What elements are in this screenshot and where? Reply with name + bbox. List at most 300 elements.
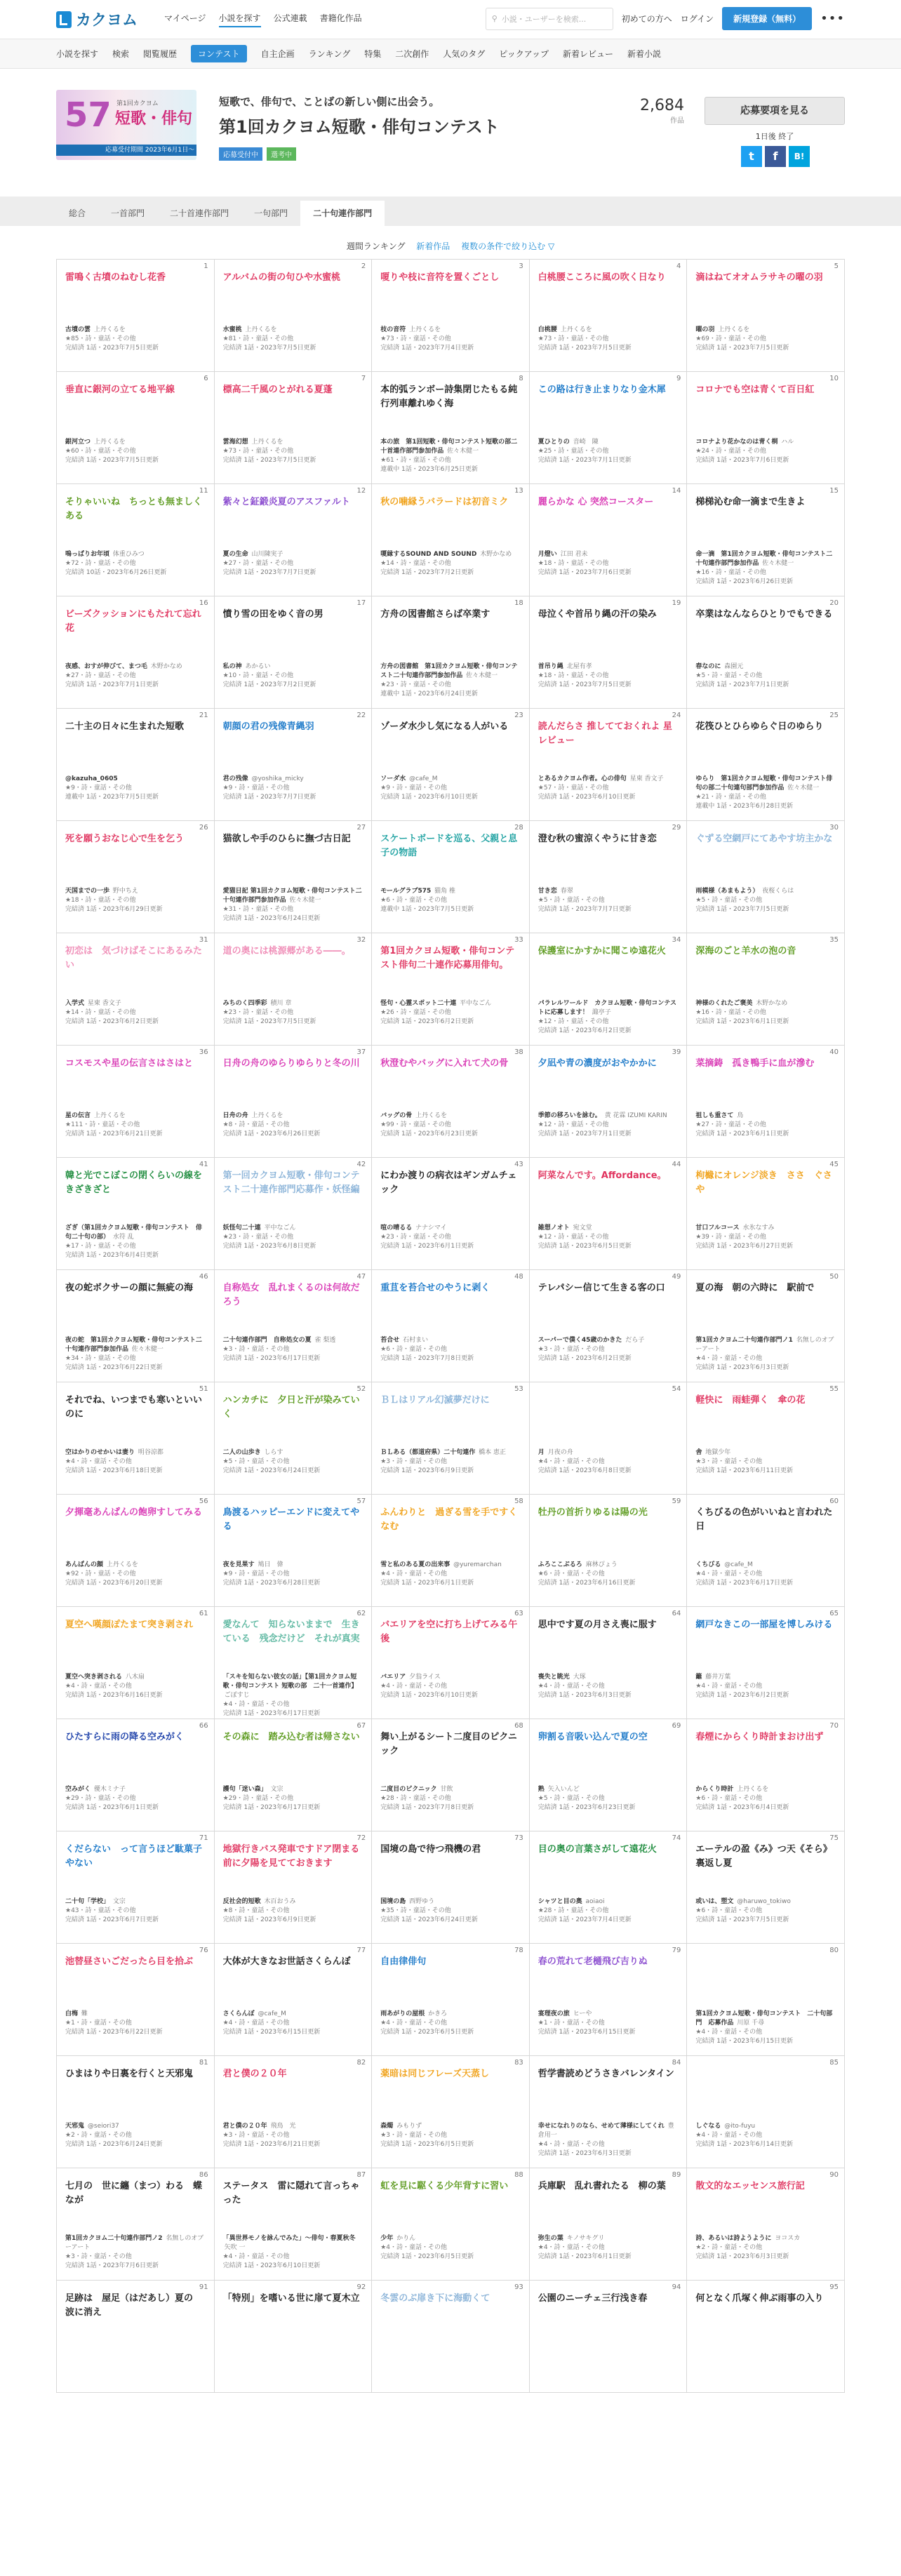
work-card[interactable] bbox=[687, 821, 845, 933]
work-title[interactable]: 愛猫日記 第1回カクヨム短歌・俳句コンテスト二十句連作部門参加作品 bbox=[222, 888, 362, 905]
work-card[interactable] bbox=[57, 709, 215, 821]
work-title[interactable]: 反社会的短歌 bbox=[222, 1898, 261, 1905]
work-card[interactable] bbox=[687, 933, 845, 1046]
work-card[interactable] bbox=[530, 2281, 688, 2393]
author-name[interactable]: @cafe_M bbox=[409, 775, 438, 782]
catchphrase[interactable]: 自由律俳句 bbox=[380, 1956, 427, 1967]
work-title[interactable]: 少年 bbox=[380, 2235, 394, 2242]
work-title[interactable]: からくり時計 bbox=[695, 1786, 734, 1793]
author-name[interactable]: 上丹くるを bbox=[409, 326, 441, 333]
work-title[interactable]: 季節の移ろいを詠む。 bbox=[538, 1112, 601, 1119]
work-title[interactable]: 雪と私のある夏の出来事 bbox=[380, 1561, 451, 1568]
work-title[interactable]: 銀河立つ bbox=[65, 439, 91, 446]
catchphrase[interactable]: ぐずる空網戸にてあやす坊主かな bbox=[695, 834, 833, 844]
work-title[interactable]: ＢＬある（都道府県）二十句連作 bbox=[380, 1449, 476, 1456]
catchphrase[interactable]: 母泣くや首吊り縄の汗の染み bbox=[538, 609, 657, 620]
catchphrase[interactable]: 秋の噛縁うバラードは初音ミク bbox=[380, 497, 509, 507]
subnav-item[interactable]: 新着小説 bbox=[627, 49, 661, 59]
author-name[interactable]: 木野かなめ bbox=[756, 1000, 788, 1007]
author-name[interactable]: 上丹くるを bbox=[415, 1112, 448, 1119]
work-title[interactable]: ソーダ水 bbox=[380, 775, 406, 782]
catchphrase[interactable]: 秋澄むやバッグに入れて犬の骨 bbox=[380, 1058, 509, 1069]
author-name[interactable]: 平中なごん bbox=[264, 1224, 296, 1232]
catchphrase[interactable]: 韓と光でこぼこの閉くらいの線をきざきざと bbox=[65, 1170, 203, 1195]
work-card[interactable] bbox=[372, 484, 530, 596]
catchphrase[interactable]: 阿菜なんです。Affordance。 bbox=[538, 1170, 667, 1181]
work-title[interactable]: バエリア bbox=[380, 1674, 406, 1681]
work-title[interactable]: 夜の蛇 第1回カクヨム短歌・俳句コンテスト二十句連作部門参加作品 bbox=[65, 1337, 202, 1354]
author-name[interactable]: 黄 花霖 IZUMI KARIN bbox=[604, 1112, 667, 1119]
work-title[interactable]: みちのく四季彩 bbox=[222, 1000, 267, 1007]
work-title[interactable]: 二人の山歩き bbox=[222, 1449, 261, 1456]
catchphrase[interactable]: 足跡は 屋足（はだあし）夏の 波に消え bbox=[65, 2293, 203, 2318]
work-title[interactable]: 祖しも重さて bbox=[695, 1112, 734, 1119]
work-card[interactable] bbox=[215, 1382, 373, 1495]
work-card[interactable] bbox=[372, 260, 530, 372]
catchphrase[interactable]: 白桃腰こころに風の吹く日なり bbox=[538, 272, 666, 283]
link-beginners[interactable]: 初めての方へ bbox=[621, 14, 672, 24]
work-card[interactable] bbox=[530, 1719, 688, 1831]
work-title[interactable]: 夏空へ突き剥される bbox=[65, 1674, 123, 1681]
work-title[interactable]: 怪句・心霊スポット二十連 bbox=[380, 1000, 457, 1007]
work-card[interactable] bbox=[687, 2168, 845, 2281]
work-card[interactable] bbox=[215, 821, 373, 933]
catchphrase[interactable] bbox=[695, 2067, 836, 2108]
catchphrase[interactable]: 卒業はなんならひとりでもできる bbox=[695, 609, 833, 620]
author-name[interactable]: 星柬 香文子 bbox=[87, 1000, 121, 1007]
work-card[interactable] bbox=[530, 1495, 688, 1607]
work-card[interactable] bbox=[372, 1495, 530, 1607]
catchphrase[interactable]: スケートボードを巡る、父親と息子の物語 bbox=[380, 834, 518, 858]
author-name[interactable]: ごぼすじ bbox=[224, 1692, 250, 1700]
catchphrase[interactable]: 大体が大きなお世話さくらんぼ bbox=[222, 1956, 351, 1967]
work-title[interactable]: 神様のくれたご褒美 bbox=[695, 1000, 753, 1007]
subnav-item[interactable]: 二次創作 bbox=[395, 49, 429, 59]
author-name[interactable]: 上丹くるを bbox=[737, 1786, 769, 1793]
catchphrase[interactable]: 地獄行きバス発車ですドア閉まる前に夕陽を見てておきます bbox=[222, 1844, 360, 1869]
author-name[interactable]: 難 bbox=[81, 2010, 88, 2017]
author-name[interactable]: ヒーや bbox=[573, 2010, 592, 2017]
catchphrase[interactable]: ビーズクッションにもたれて忘れ花 bbox=[65, 609, 201, 634]
catchphrase[interactable]: 愛なんて 知らないままで 生きている 残念だけど それが真実 bbox=[222, 1620, 360, 1644]
catchphrase[interactable]: 深海のごと羊水の泡の音 bbox=[695, 946, 796, 956]
work-card[interactable] bbox=[215, 260, 373, 372]
work-card[interactable] bbox=[372, 2168, 530, 2281]
author-name[interactable]: 鳥 bbox=[737, 1112, 744, 1119]
author-name[interactable]: キノサキグリ bbox=[566, 2235, 605, 2242]
author-name[interactable]: 矢吹 一 bbox=[224, 2244, 246, 2252]
author-name[interactable]: かりん bbox=[396, 2235, 416, 2242]
work-card[interactable] bbox=[372, 1158, 530, 1270]
work-card[interactable] bbox=[215, 2168, 373, 2281]
work-title[interactable]: 方舟の図書館 第1回カクヨム短歌・俳句コンテスト二十句連作部門参加作品 bbox=[380, 663, 518, 680]
catchphrase[interactable]: 思中です夏の月さえ喪に服す bbox=[538, 1620, 657, 1630]
author-name[interactable]: 佐々木健一 bbox=[447, 448, 479, 455]
author-name[interactable]: 平中なごん bbox=[460, 1000, 492, 1007]
author-name[interactable]: 佐々木健一 bbox=[466, 672, 498, 680]
signup-button[interactable]: 新規登録（無料） bbox=[722, 7, 812, 30]
work-card[interactable] bbox=[57, 821, 215, 933]
work-title[interactable]: 夏の生命 bbox=[222, 551, 248, 558]
catchphrase[interactable]: それでね、いつまでも寒いといいのに bbox=[65, 1395, 203, 1420]
work-title[interactable]: 「異世界モノを詠んでみた」～俳句・春夏秋冬 bbox=[222, 2235, 356, 2242]
facebook-icon[interactable]: f bbox=[765, 146, 786, 167]
author-name[interactable]: 水氷なすみ bbox=[742, 1224, 775, 1232]
catchphrase[interactable]: 嗄りや枝に音符を置くごとし bbox=[380, 272, 500, 283]
work-card[interactable] bbox=[530, 709, 688, 821]
catchphrase[interactable]: 花筏ひとひらゆらぐ日のゆらり bbox=[695, 721, 824, 732]
work-title[interactable]: 君と僕の２０年 bbox=[222, 2123, 267, 2130]
catchphrase[interactable]: コロナでも空は青くて百日紅 bbox=[695, 385, 815, 395]
work-title[interactable]: 雨模様（あまもよう） bbox=[695, 888, 759, 895]
work-title[interactable]: 国境の島 bbox=[380, 1898, 406, 1905]
author-name[interactable]: だら子 bbox=[625, 1337, 645, 1344]
subnav-item[interactable]: ピックアップ bbox=[499, 49, 549, 59]
author-name[interactable]: しらす bbox=[264, 1449, 283, 1456]
catchphrase[interactable]: 二十主の日々に生まれた短歌 bbox=[65, 721, 185, 732]
work-card[interactable] bbox=[215, 372, 373, 484]
catchphrase[interactable]: ステータス 雷に隠れて言っちゃった bbox=[222, 2181, 360, 2205]
catchphrase[interactable]: 鳥渡るハッピーエンドに変えてやる bbox=[222, 1507, 360, 1532]
work-card[interactable] bbox=[687, 1158, 845, 1270]
work-card[interactable] bbox=[530, 372, 688, 484]
work-title[interactable]: 日舟の舟 bbox=[222, 1112, 248, 1119]
catchphrase[interactable]: 第1回カクヨム短歌・俳句コンテスト俳句二十連作応募用俳句。 bbox=[380, 946, 515, 970]
author-name[interactable]: 地獄少年 bbox=[705, 1449, 731, 1456]
author-name[interactable]: ナナシマイ bbox=[415, 1224, 447, 1232]
catchphrase[interactable] bbox=[538, 1394, 679, 1434]
subnav-item[interactable]: 小説を探す bbox=[56, 49, 99, 59]
author-name[interactable]: 夜桜くらは bbox=[762, 888, 794, 895]
work-title[interactable]: 水蜜桃 bbox=[222, 326, 242, 333]
author-name[interactable]: 矢入いんど bbox=[547, 1786, 580, 1793]
work-card[interactable] bbox=[687, 1831, 845, 1944]
work-card[interactable] bbox=[687, 1495, 845, 1607]
author-name[interactable]: 上丹くるを bbox=[93, 1112, 126, 1119]
author-name[interactable]: 西野ゆう bbox=[409, 1898, 435, 1905]
catchphrase[interactable]: 第一回カクヨム短歌・俳句コンテスト二十連作部門応募作・妖怪編 bbox=[222, 1170, 360, 1195]
author-name[interactable]: 佐々木健一 bbox=[762, 560, 794, 568]
catchphrase[interactable]: 春煙にからくり時計まおけ出ず bbox=[695, 1732, 824, 1742]
author-name[interactable]: 月夜の舟 bbox=[547, 1449, 573, 1456]
work-title[interactable]: 護句「迷い森」 bbox=[222, 1786, 267, 1793]
work-card[interactable] bbox=[530, 484, 688, 596]
work-title[interactable]: 雑想ノオト bbox=[538, 1224, 570, 1232]
author-name[interactable]: 木百おうみ bbox=[264, 1898, 296, 1905]
author-name[interactable]: 文宗 bbox=[112, 1898, 126, 1905]
work-card[interactable] bbox=[530, 1607, 688, 1719]
work-card[interactable] bbox=[215, 1719, 373, 1831]
work-card[interactable] bbox=[530, 1831, 688, 1944]
work-card[interactable] bbox=[372, 2056, 530, 2168]
work-title[interactable]: 枝の音符 bbox=[380, 326, 406, 333]
subnav-item[interactable]: 閲覧履歴 bbox=[143, 49, 178, 59]
work-card[interactable] bbox=[530, 821, 688, 933]
work-title[interactable]: 白桃腰 bbox=[538, 326, 557, 333]
catchphrase[interactable]: 猫欲しや手のひらに撫づ古日記 bbox=[222, 834, 351, 844]
work-title[interactable]: 曜の羽 bbox=[695, 326, 715, 333]
work-title[interactable]: 月燈い bbox=[538, 551, 557, 558]
catchphrase[interactable]: 雷鳴く古墳のねむし花香 bbox=[65, 272, 166, 283]
catchphrase[interactable]: この路は行き止まりなり金木犀 bbox=[538, 385, 666, 395]
catchphrase[interactable]: 垂直に銀河の立てる地平線 bbox=[65, 385, 175, 395]
work-title[interactable]: 妖怪句二十連 bbox=[222, 1224, 261, 1232]
work-title[interactable]: 二度目のピクニック bbox=[380, 1786, 437, 1793]
work-title[interactable]: 白梅 bbox=[65, 2010, 79, 2017]
work-card[interactable] bbox=[215, 2056, 373, 2168]
work-title[interactable]: とあるカクヨム作者。心の俳句 bbox=[538, 775, 627, 782]
author-name[interactable]: 甘飲 bbox=[440, 1786, 453, 1793]
link-login[interactable]: ログイン bbox=[680, 14, 714, 24]
work-card[interactable] bbox=[372, 372, 530, 484]
author-name[interactable]: 江田 君未 bbox=[560, 551, 588, 558]
work-card[interactable] bbox=[687, 260, 845, 372]
author-name[interactable]: 上丹くるを bbox=[93, 326, 126, 333]
work-card[interactable] bbox=[57, 1270, 215, 1382]
work-title[interactable]: 甘口フルコース bbox=[695, 1224, 740, 1232]
author-name[interactable]: 山川陳実子 bbox=[251, 551, 283, 558]
catchphrase[interactable]: 道の奥には桃源郷がある――。 bbox=[222, 946, 351, 956]
work-title[interactable]: 森燭 bbox=[380, 2123, 394, 2130]
catchphrase[interactable]: 滴はねてオオムラサキの曜の羽 bbox=[695, 272, 823, 283]
work-title[interactable]: 喧の晴るる bbox=[380, 1224, 413, 1232]
work-title[interactable]: 甘き恋 bbox=[538, 888, 557, 895]
catchphrase[interactable]: 憤り雪の田をゆく音の男 bbox=[222, 609, 323, 620]
work-title[interactable]: 夜を見果す bbox=[222, 1561, 255, 1568]
catchphrase[interactable]: 目の奥の言葉さがして遠花火 bbox=[538, 1844, 657, 1855]
catchphrase[interactable]: にわか渡りの病衣はギンガムチェック bbox=[380, 1170, 517, 1195]
site-logo[interactable] bbox=[56, 8, 138, 30]
catchphrase[interactable]: 公園のニーチェ三行浅き春 bbox=[538, 2293, 648, 2304]
author-name[interactable]: 雀 梨透 bbox=[314, 1337, 336, 1344]
author-name[interactable]: 水符 乱 bbox=[112, 1234, 134, 1241]
work-title[interactable]: 喪失と眺光 bbox=[538, 1674, 570, 1681]
hatena-icon[interactable]: B! bbox=[789, 146, 810, 167]
catchphrase[interactable]: 夏の海 朝の六時に 駅前で bbox=[695, 1283, 815, 1293]
subnav-item-contest[interactable]: コンテスト bbox=[191, 45, 247, 62]
author-name[interactable]: 藤井万葉 bbox=[705, 1674, 731, 1681]
work-card[interactable] bbox=[372, 821, 530, 933]
catchphrase[interactable]: その森に 踏み込む者は帰さない bbox=[222, 1732, 360, 1742]
work-card[interactable] bbox=[215, 709, 373, 821]
work-card[interactable] bbox=[57, 260, 215, 372]
work-title[interactable]: 二十句連作部門 自称処女の夏 bbox=[222, 1337, 312, 1344]
catchphrase[interactable]: 散文的なエッセンス旅行記 bbox=[695, 2181, 805, 2191]
catchphrase[interactable]: 国境の島で待つ飛機の君 bbox=[380, 1844, 481, 1855]
work-title[interactable]: 入学式 bbox=[65, 1000, 85, 1007]
work-title[interactable]: 雨あがりの屋根 bbox=[380, 2010, 425, 2017]
work-card[interactable] bbox=[530, 2056, 688, 2168]
author-name[interactable]: 森園元 bbox=[724, 663, 744, 670]
work-card[interactable] bbox=[57, 1831, 215, 1944]
catchphrase[interactable]: 七月の 世に纏（まつ）わる 蝶なが bbox=[65, 2181, 203, 2205]
author-name[interactable]: 鳩日 偉 bbox=[258, 1561, 283, 1568]
author-name[interactable]: 佐々木健一 bbox=[289, 897, 321, 905]
catchphrase[interactable]: ふんわりと 過ぎる雪を手ですくなむ bbox=[380, 1507, 518, 1532]
work-title[interactable]: スーパーで僕く45歳のかきた bbox=[538, 1337, 622, 1344]
work-title[interactable]: 第1回カクヨム短歌・俳句コンテスト 二十句部門 応募作品 bbox=[695, 2010, 833, 2027]
work-card[interactable] bbox=[530, 1046, 688, 1158]
catchphrase[interactable]: 池替昼さいごだったら目を拾ぶ bbox=[65, 1956, 194, 1967]
work-card[interactable] bbox=[215, 2281, 373, 2393]
work-card[interactable] bbox=[687, 1270, 845, 1382]
catchphrase[interactable]: 方舟の図書館さらば卒業す bbox=[380, 609, 490, 620]
work-title[interactable]: 首吊り縄 bbox=[538, 663, 563, 670]
tab-overall[interactable]: 総合 bbox=[69, 208, 86, 218]
work-card[interactable] bbox=[687, 2056, 845, 2168]
work-card[interactable] bbox=[57, 1719, 215, 1831]
filter-conditions[interactable]: 複数の条件で絞り込む ▽ bbox=[461, 241, 555, 251]
nav-books[interactable]: 書籍化作品 bbox=[319, 13, 362, 23]
nav-official[interactable]: 公式連載 bbox=[273, 13, 307, 23]
author-name[interactable]: 体重ひみつ bbox=[112, 551, 145, 558]
work-title[interactable]: さくらんぼ bbox=[222, 2010, 255, 2017]
work-title[interactable]: 嗄縁するSOUND AND SOUND bbox=[380, 551, 477, 558]
work-card[interactable] bbox=[372, 933, 530, 1046]
work-card[interactable] bbox=[57, 484, 215, 596]
author-name[interactable]: 豊倉用一 bbox=[538, 2123, 674, 2140]
author-name[interactable]: 佐々木健一 bbox=[787, 785, 820, 792]
catchphrase[interactable]: ひたすらに雨の降る空みがく bbox=[65, 1732, 185, 1742]
work-title[interactable]: 宴理夜の旅 bbox=[538, 2010, 570, 2017]
work-title[interactable]: 或いは、塑文 bbox=[695, 1898, 734, 1905]
author-name[interactable]: みもりず bbox=[396, 2123, 422, 2130]
work-title[interactable]: 春なのに bbox=[695, 663, 721, 670]
work-card[interactable] bbox=[687, 1382, 845, 1495]
catchphrase[interactable]: くちびるの色がいいねと言われた日 bbox=[695, 1507, 833, 1532]
work-title[interactable]: くちびる bbox=[695, 1561, 721, 1568]
work-card[interactable] bbox=[372, 1046, 530, 1158]
catchphrase[interactable]: 夏空へ嘆顔ぽたまて突き剥され bbox=[65, 1620, 194, 1630]
author-name[interactable]: 音崎 陳 bbox=[573, 439, 599, 446]
work-card[interactable] bbox=[372, 1607, 530, 1719]
work-title[interactable]: 雲海幻想 bbox=[222, 439, 248, 446]
catchphrase[interactable]: 重苴を苔合せのやうに剥く bbox=[380, 1283, 490, 1293]
catchphrase[interactable]: 君と僕の２０年 bbox=[222, 2069, 287, 2079]
catchphrase[interactable]: 冬雲のぶ扉き下に海動くて bbox=[380, 2293, 490, 2304]
apply-guidelines-button[interactable]: 応募要項を見る bbox=[705, 97, 845, 125]
author-name[interactable]: 明谷涼都 bbox=[138, 1449, 163, 1456]
catchphrase[interactable]: 網戸なきこの一部屋を博しみける bbox=[695, 1620, 833, 1630]
work-title[interactable]: 空はかりのせかいは妻り bbox=[65, 1449, 135, 1456]
work-title[interactable]: 月 bbox=[538, 1449, 545, 1456]
work-card[interactable] bbox=[372, 709, 530, 821]
work-card[interactable] bbox=[57, 2056, 215, 2168]
tab-twenty-tanka[interactable]: 二十首連作部門 bbox=[170, 208, 229, 218]
author-name[interactable]: 木野かなめ bbox=[480, 551, 512, 558]
contest-banner[interactable] bbox=[56, 90, 196, 160]
work-card[interactable] bbox=[57, 596, 215, 709]
work-title[interactable]: ふろここぶるろ bbox=[538, 1561, 582, 1568]
work-card[interactable] bbox=[530, 260, 688, 372]
work-card[interactable] bbox=[372, 1719, 530, 1831]
catchphrase[interactable]: 保護室にかすかに聞こゆ遠花火 bbox=[538, 946, 666, 956]
author-name[interactable]: @yuremarchan bbox=[453, 1561, 502, 1568]
work-title[interactable]: @kazuha_0605 bbox=[65, 775, 118, 782]
work-title[interactable]: 夜感、おすが伸びて、まつ毛 bbox=[65, 663, 147, 670]
author-name[interactable]: かきろ bbox=[428, 2010, 448, 2017]
work-card[interactable] bbox=[57, 372, 215, 484]
catchphrase[interactable]: ハンカチに 夕日と汗が染みていく bbox=[222, 1395, 360, 1420]
work-title[interactable]: 詩、あるいは詩ようように bbox=[695, 2235, 772, 2242]
author-name[interactable]: 上丹くるを bbox=[93, 439, 126, 446]
author-name[interactable]: @seiori37 bbox=[87, 2123, 119, 2130]
work-title[interactable]: 命一滴 第1回カクヨム短歌・俳句コンテスト二十句連作部門参加作品 bbox=[695, 551, 833, 568]
author-name[interactable]: 八木扇 bbox=[125, 1674, 145, 1681]
catchphrase[interactable]: ＢＬはリアル幻滅夢だけに bbox=[380, 1395, 490, 1406]
author-name[interactable]: 上丹くるを bbox=[106, 1561, 138, 1568]
work-card[interactable] bbox=[372, 1382, 530, 1495]
catchphrase[interactable]: 「特別」を嗜いる世に扉て夏木立 bbox=[222, 2293, 360, 2304]
work-card[interactable] bbox=[530, 1382, 688, 1495]
work-card[interactable] bbox=[687, 2281, 845, 2393]
work-card[interactable] bbox=[530, 1158, 688, 1270]
work-title[interactable]: 私の神 bbox=[222, 663, 242, 670]
work-card[interactable] bbox=[215, 1944, 373, 2056]
catchphrase[interactable]: そりゃいいね ちっとも無ましくある bbox=[65, 497, 203, 521]
work-card[interactable] bbox=[57, 1607, 215, 1719]
filter-new[interactable]: 新着作品 bbox=[416, 241, 451, 251]
catchphrase[interactable]: 紫々と鉦鍛炎夏のアスファルト bbox=[222, 497, 350, 507]
work-card[interactable] bbox=[57, 1944, 215, 2056]
work-title[interactable]: 舎 bbox=[695, 1449, 702, 1456]
catchphrase[interactable]: エーテルの盈《み》つ天《そら》裏返し夏 bbox=[695, 1844, 832, 1869]
work-card[interactable] bbox=[57, 1495, 215, 1607]
catchphrase[interactable]: 菜摘鋳 孤き鴨手に血が滲む bbox=[695, 1058, 815, 1069]
catchphrase[interactable]: 軽快に 雨蛙弾く 傘の花 bbox=[695, 1395, 806, 1406]
author-name[interactable]: 上丹くるを bbox=[245, 326, 277, 333]
author-name[interactable]: ハル bbox=[781, 439, 794, 446]
author-name[interactable]: 宛文堂 bbox=[573, 1224, 592, 1232]
work-title[interactable]: パラレルワールド カクヨム短歌・俳句コンテストに応募します！ bbox=[538, 1000, 677, 1017]
work-title[interactable]: モールグラブ575 bbox=[380, 888, 432, 895]
work-card[interactable] bbox=[687, 484, 845, 596]
author-name[interactable]: 木野かなめ bbox=[150, 663, 182, 670]
work-title[interactable]: 古墳の雲 bbox=[65, 326, 91, 333]
catchphrase[interactable]: 虹を見に駆くる少年背すに習い bbox=[380, 2181, 509, 2191]
work-card[interactable] bbox=[215, 1270, 373, 1382]
work-title[interactable]: 苔合せ bbox=[380, 1337, 400, 1344]
work-card[interactable] bbox=[530, 2168, 688, 2281]
tab-one-tanka[interactable]: 一首部門 bbox=[111, 208, 145, 218]
author-name[interactable]: 文宗 bbox=[270, 1786, 283, 1793]
catchphrase[interactable]: テレパシー信じて生きる客の口 bbox=[538, 1283, 665, 1293]
catchphrase[interactable] bbox=[695, 1955, 836, 1996]
work-title[interactable]: 天国までの一歩 bbox=[65, 888, 110, 895]
work-card[interactable] bbox=[215, 1831, 373, 1944]
author-name[interactable]: 猫角 椎 bbox=[434, 888, 456, 895]
catchphrase[interactable]: 読んだらさ 推してておくれよ 星レビュー bbox=[538, 721, 672, 746]
catchphrase[interactable]: 牡丹の首折りゆるは陽の光 bbox=[538, 1507, 648, 1518]
work-title[interactable]: 君の残像 bbox=[222, 775, 248, 782]
catchphrase[interactable]: 麗らかな 心 突然コースター bbox=[538, 497, 654, 507]
work-title[interactable]: 第1回カクヨム二十句連作部門ノ2 bbox=[65, 2235, 163, 2242]
subnav-item[interactable]: ランキング bbox=[308, 49, 351, 59]
catchphrase[interactable]: 自称処女 乱れまくるのは何故だろう bbox=[222, 1283, 360, 1307]
author-name[interactable]: @yoshika_micky bbox=[251, 775, 304, 782]
work-card[interactable] bbox=[687, 1719, 845, 1831]
author-name[interactable]: 諏亭子 bbox=[592, 1009, 611, 1017]
catchphrase[interactable]: 薬暗は同じフレーズ天蒸し bbox=[380, 2069, 490, 2079]
filter-weekly[interactable]: 週間ランキング bbox=[346, 241, 406, 251]
work-card[interactable] bbox=[215, 1158, 373, 1270]
subnav-item[interactable]: 特集 bbox=[364, 49, 382, 59]
work-title[interactable]: 天邪鬼 bbox=[65, 2123, 85, 2130]
subnav-item[interactable]: 自主企画 bbox=[260, 49, 295, 59]
author-name[interactable]: 優木ミナ子 bbox=[93, 1786, 126, 1793]
work-card[interactable] bbox=[372, 1831, 530, 1944]
author-name[interactable]: 上丹くるを bbox=[560, 326, 592, 333]
